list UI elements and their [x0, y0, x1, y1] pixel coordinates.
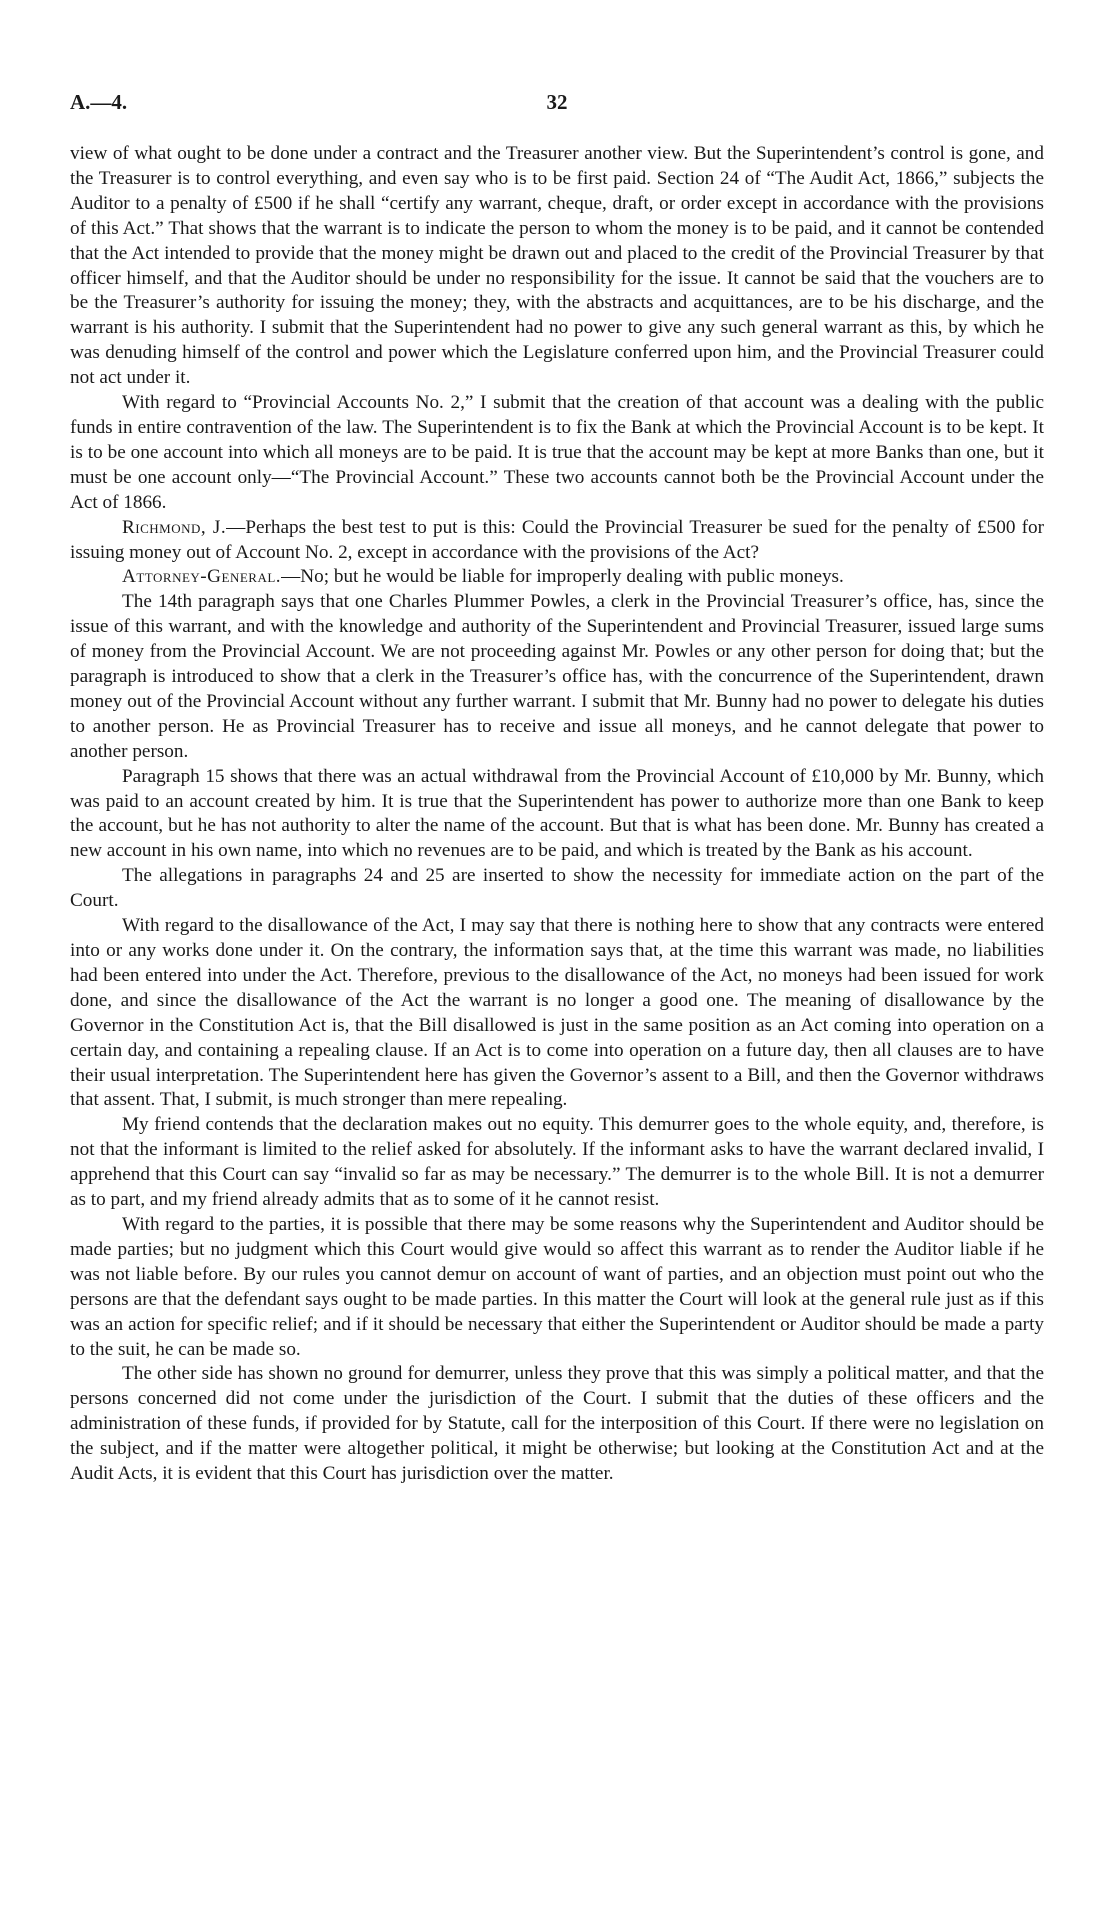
document-body	[70, 142, 1044, 1487]
page-header	[70, 90, 1044, 120]
paragraph-8: With regard to the disallowance of the Act, I may say that there is nothing here to show that any contracts were entered into or any works done under it. On the contrary, the information says that, at the time this warrant was made, no liabilities had been entered into under the Act. Therefore, previous to the disallowance of the Act, no moneys had been issued for work done, and since the disallowance of the Act the warrant is no longer a good one. The meaning of disallowance by the Governor in the Constitution Act is, that the Bill disallowed is just in the same position as an Act coming into operation on a certain day, and containing a repealing clause. If an Act is to come into operation on a future day, then all clauses are to have their usual interpretation. The Superintendent here has given the Governor’s assent to a Bill, and then the Governor withdraws that assent. That, I submit, is much stronger than mere repealing.	[70, 915, 1044, 1111]
document-reference: A.—4.	[70, 90, 128, 114]
paragraph-11: The other side has shown no ground for demurrer, unless they prove that this was simply a political matter, and that the persons concerned did not come under the jurisdiction of the Court. I submit that the duties of these officers and the administration of these funds, if provided for by Statute, call for the interposition of this Court. If there were no legislation on the subject, and if the matter were altogether political, it might be otherwise; but looking at the Constitution Act and at the Audit Acts, it is evident that this Court has jurisdiction over the matter.	[70, 1363, 1044, 1485]
paragraph-10: With regard to the parties, it is possible that there may be some reasons why the Superintendent and Auditor should be made parties; but no judgment which this Court would give would so affect this warrant as to render the Auditor liable if he was not liable before. By our rules you cannot demur on account of want of parties, and an objection must point out who the persons are that the defendant says ought to be made parties. In this matter the Court will look at the general rule just as if this was an action for specific relief; and if it should be necessary that either the Superintendent or Auditor should be made a party to the suit, he can be made so.	[70, 1213, 1044, 1360]
paragraph-4: Attorney-General.—No; but he would be liable for improperly dealing with public moneys.	[122, 566, 844, 588]
paragraph-1: view of what ought to be done under a contract and the Treasurer another view. But the Superintendent’s control is gone, and the Treasurer is to control everything, and even say who is to be first paid. Section 24 of “The Audit Act, 1866,” subjects the Auditor to a penalty of £500 if he shall “certify any warrant, cheque, draft, or order except in accordance with the provisions of this Act.” That shows that the warrant is to indicate the person to whom the money is to be paid, and it cannot be contended that the Act intended to provide that the money might be drawn out and placed to the credit of the Provincial Treasurer by that officer himself, and that the Auditor should be under no responsibility for the issue. It cannot be said that the vouchers are to be the Treasurer’s authority for issuing the money; they, with the abstracts and acquittances, are to be his discharge, and the warrant is his authority. I submit that the Superintendent had no power to give any such general warrant as this, by which he was denuding himself of the control and power which the Legislature conferred upon him, and the Provincial Treasurer could not act under it.	[70, 143, 1044, 389]
speaker-name: Attorney-General.	[122, 566, 282, 588]
speaker-name: Richmond, J.	[122, 516, 227, 538]
paragraph-5: The 14th paragraph says that one Charles Plummer Powles, a clerk in the Provincial Treasurer’s office, has, since the issue of this warrant, and with the knowledge and authority of the Superintendent and Provincial Treasurer, issued large sums of money from the Provincial Account. We are not proceeding against Mr. Powles or any other person for doing that; but the paragraph is introduced to show that a clerk in the Treasurer’s office has, with the concurrence of the Superintendent, drawn money out of the Provincial Account without any further warrant. I submit that Mr. Bunny had no power to delegate his duties to another person. He as Provincial Treasurer has to receive and issue all moneys, and he cannot delegate that power to another person.	[70, 591, 1044, 762]
paragraph-6: Paragraph 15 shows that there was an actual withdrawal from the Provincial Account of £10,000 by Mr. Bunny, which was paid to an account created by him. It is true that the Superintendent has power to authorize more than one Bank to keep the account, but he has not authority to alter the name of the account. But that is what has been done. Mr. Bunny has created a new account in his own name, into which no revenues are to be paid, and which is treated by the Bank as his account.	[70, 765, 1044, 862]
page-number: 32	[546, 90, 568, 114]
paragraph-2: With regard to “Provincial Accounts No. 2,” I submit that the creation of that account was a dealing with the public funds in entire contravention of the law. The Superintendent is to fix the Bank at which the Provincial Account is to be kept. It is to be one account into which all moneys are to be paid. It is true that the account may be kept at more Banks than one, but it must be one account only—“The Provincial Account.” These two accounts cannot both be the Provincial Account under the Act of 1866.	[70, 392, 1044, 513]
paragraph-7: The allegations in paragraphs 24 and 25 are inserted to show the necessity for immediate action on the part of the Court.	[70, 865, 1044, 912]
paragraph-9: My friend contends that the declaration makes out no equity. This demurrer goes to the whole equity, and, therefore, is not that the informant is limited to the relief asked for absolutely. If the informant asks to have the warrant declared invalid, I apprehend that this Court can say “invalid so far as may be necessary.” The demurrer is to the whole Bill. It is not a demurrer as to part, and my friend already admits that as to some of it he cannot resist.	[70, 1114, 1044, 1211]
paragraph-3: Richmond, J.—Perhaps the best test to put is this: Could the Provincial Treasurer be sued for the penalty of £500 for issuing money out of Account No. 2, except in accordance with the provisions of the Act?	[70, 516, 1044, 563]
